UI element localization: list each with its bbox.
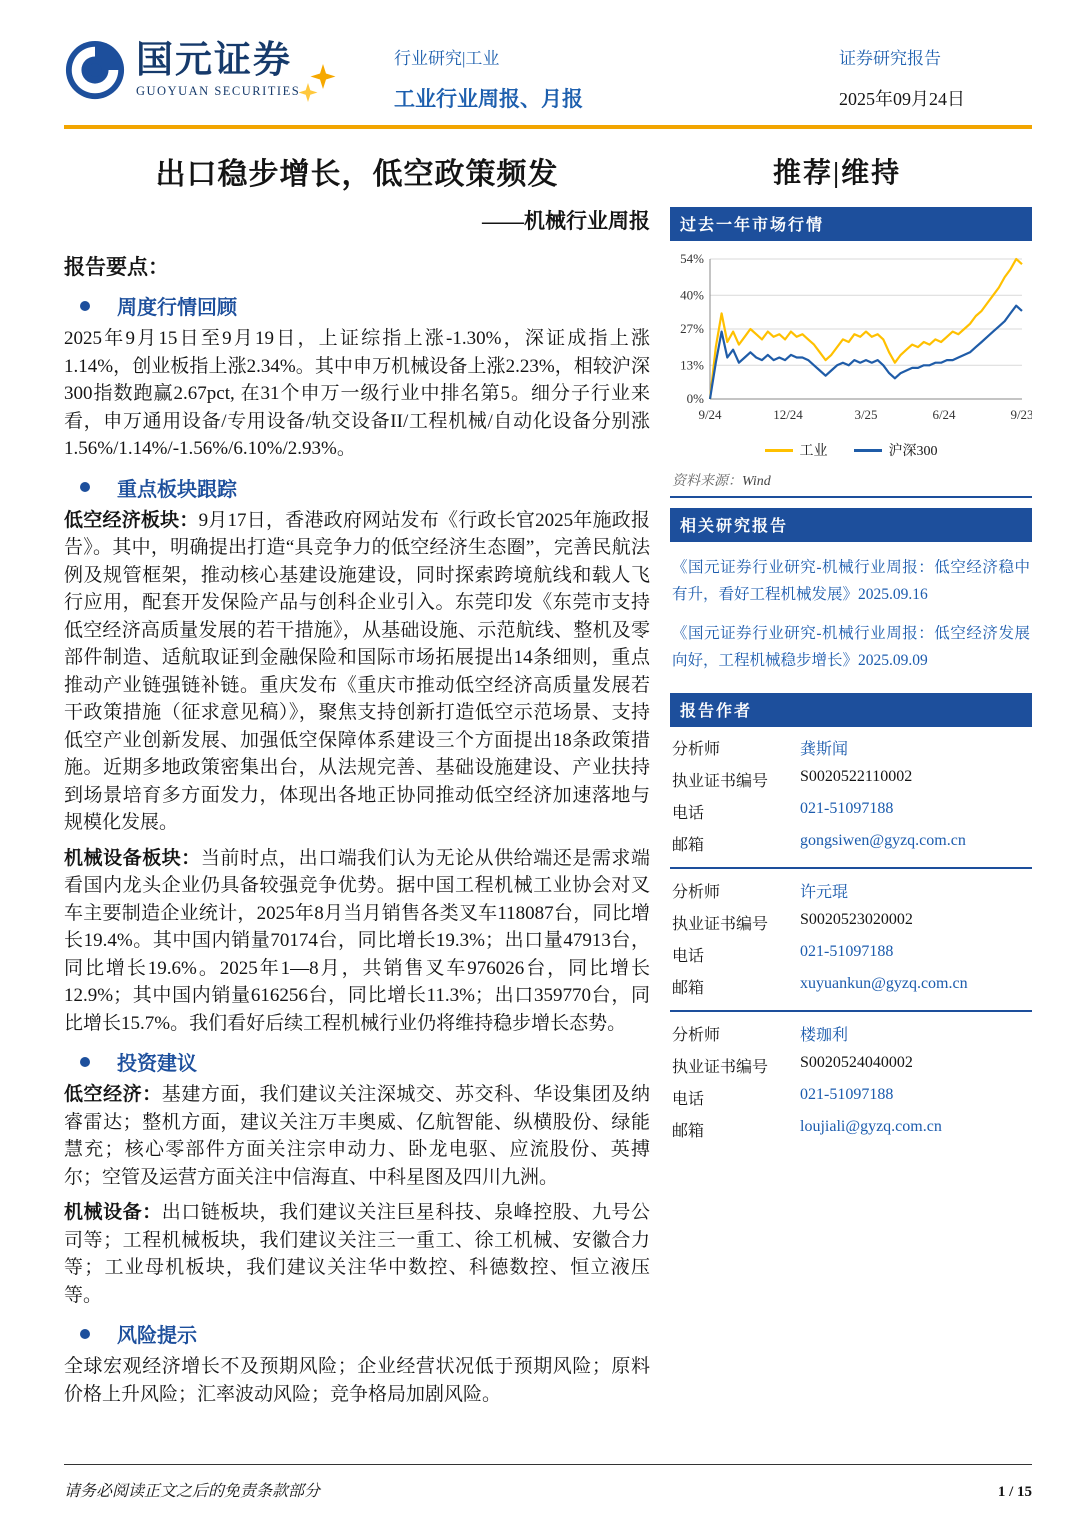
bullet-icon — [80, 1329, 90, 1339]
analyst-phone: 021-51097188 — [800, 799, 894, 817]
field-label: 电话 — [672, 947, 705, 965]
legend-swatch-industry — [765, 449, 793, 452]
rating-badge: 推荐|维持 — [773, 158, 902, 189]
related-report-link[interactable]: 《国元证券行业研究-机械行业周报：低空经济发展向好，工程机械稳步增长》2025.09.09 — [672, 625, 1030, 670]
legend-label: 沪深300 — [888, 444, 938, 459]
analyst-cert: S0020522110002 — [800, 767, 913, 785]
analyst-block — [670, 879, 1032, 998]
field-label: 执业证书编号 — [672, 1058, 769, 1076]
sidebar — [670, 129, 1032, 1416]
analyst-cert-row — [672, 911, 1030, 934]
svg-text:27%: 27% — [680, 321, 704, 336]
field-label: 电话 — [672, 1090, 705, 1108]
section-weekly-review — [64, 291, 650, 463]
analyst-cert-row — [672, 1054, 1030, 1077]
doc-type: 证券研究报告 — [839, 49, 941, 68]
field-label: 分析师 — [672, 883, 721, 901]
analyst-phone-row — [672, 1086, 1030, 1109]
section-heading-label: 风险提示 — [117, 1325, 197, 1347]
bullet-icon — [80, 482, 90, 492]
paragraph-text: 出口链板块，我们建议关注巨星科技、泉峰控股、九号公司等；工程机械板块，我们建议关注三一重工、徐工机械、安徽合力等；工业母机板块，我们建议关注华中数控、科德数控、恒立液压等。 — [64, 1202, 650, 1306]
svg-text:40%: 40% — [680, 287, 704, 303]
legend-item-industry — [765, 440, 828, 460]
analyst-block — [670, 1022, 1032, 1141]
svg-text:3/25: 3/25 — [854, 407, 878, 422]
section-risk-warning — [64, 1319, 650, 1408]
paragraph — [64, 845, 650, 1038]
section-heading — [64, 291, 650, 320]
paragraph — [64, 1081, 650, 1191]
section-heading — [64, 1319, 650, 1348]
page-number: 1 / 15 — [997, 1484, 1032, 1500]
logo-text — [136, 41, 300, 99]
section-heading — [64, 1047, 650, 1076]
svg-text:54%: 54% — [680, 251, 704, 266]
bullet-icon — [80, 1057, 90, 1067]
section-heading-label: 重点板块跟踪 — [117, 478, 237, 501]
paragraph-text: 9月17日，香港政府网站发布《行政长官2025年施政报告》。其中，明确提出打造“具竞争力的低空经济生态圈”，完善民航法例及规管框架，推动核心基建设施建设，同时探索跨境航线和载人飞行应用，配套开发保险产品与创科企业引入。东莞印发《东莞市支持低空经济高质量发展的若干措施》，从基础设施、示范航线、整机及零部件制造、适航取证到金融保险和国际市场拓展提出14条细则，重点推动产业链强链补链。重庆发布《重庆市推动低空经济高质量发展若干政策措施（征求意见稿）》，聚焦支持创新打造低空示范场景、支持低空产业创新发展、加强低空保障体系建设三个方面提出18条政策措施。近期多地政策密集出台，从法规完善、基础设施建设、产业扶持到场景培育多方面发力，体现出各地正协同推动低空经济加速落地与规模化发展。 — [64, 509, 650, 833]
analyst-name-row — [672, 879, 1030, 902]
analyst-email-row — [672, 832, 1030, 855]
content — [64, 129, 1032, 1416]
paragraph-lead: 低空经济： — [64, 1084, 162, 1105]
industry-category: 行业研究|工业 — [394, 49, 500, 68]
paragraph-text: 基建方面，我们建议关注深城交、苏交科、华设集团及纳睿雷达；整机方面，建议关注万丰奥威、亿航智能、纵横股份、绿能慧充；核心零部件方面关注宗申动力、卧龙电驱、应流股份、英搏尔；空管及运营方面关注中信海直、中科星图及四川九洲。 — [64, 1084, 650, 1188]
footer-divider — [64, 1464, 1032, 1465]
analyst-block — [670, 736, 1032, 855]
report-series: 工业行业周报、月报 — [394, 87, 583, 111]
section-investment-advice — [64, 1047, 650, 1309]
header-center — [394, 36, 839, 113]
svg-text:9/23: 9/23 — [1010, 407, 1032, 422]
analyst-email-row — [672, 975, 1030, 998]
analyst-name: 许元琨 — [800, 883, 849, 901]
analyst-cert: S0020523020002 — [800, 910, 913, 928]
analyst-phone-row — [672, 943, 1030, 966]
paragraph-text: 当前时点，出口端我们认为无论从供给端还是需求端看国内龙头企业仍具备较强竞争优势。据中国工程机械工业协会对叉车主要制造企业统计，2025年8月当月销售各类叉车118087台，同比增长19.4%。其中国内销量70174台，同比增长19.3%；出口量47913台，同比增长19.6%。2025年1—8月，共销售叉车976026台，同比增长12.9%；其中国内销量616256台，同比增长11.3%；出口359770台，同比增长15.7%。我们看好后续工程机械行业仍将维持稳步增长态势。 — [64, 847, 650, 1034]
logo-name-cn: 国元证券 — [136, 40, 292, 82]
field-label: 分析师 — [672, 740, 721, 758]
footer — [64, 1478, 1032, 1501]
section-heading — [64, 473, 650, 502]
analyst-cert: S0020524040002 — [800, 1053, 913, 1071]
analyst-email-link[interactable]: xuyuankun@gyzq.com.cn — [800, 974, 968, 992]
paragraph-lead: 机械设备： — [64, 1202, 162, 1223]
analyst-divider — [670, 867, 1032, 869]
analyst-phone-row — [672, 800, 1030, 823]
disclaimer-note: 请务必阅读正文之后的免责条款部分 — [64, 1483, 321, 1500]
field-label: 邮箱 — [672, 1122, 705, 1140]
paragraph — [64, 1199, 650, 1309]
legend-swatch-hs300 — [854, 449, 882, 452]
bullet-icon — [80, 301, 90, 311]
paragraph-lead: 机械设备板块： — [64, 847, 201, 869]
paragraph-text: 全球宏观经济增长不及预期风险；企业经营状况低于预期风险；原料价格上升风险；汇率波动风险；竞争格局加剧风险。 — [64, 1356, 650, 1405]
field-label: 分析师 — [672, 1026, 721, 1044]
paragraph — [64, 1353, 650, 1408]
paragraph — [64, 507, 650, 837]
logo-name-en: GUOYUAN SECURITIES — [136, 83, 301, 98]
analyst-name-row — [672, 736, 1030, 759]
header-right — [839, 36, 1032, 111]
svg-text:0%: 0% — [686, 391, 704, 406]
sparkle-icon — [296, 62, 338, 104]
analyst-name: 龚斯闻 — [800, 740, 849, 758]
analyst-email-row — [672, 1118, 1030, 1141]
logo — [64, 36, 394, 104]
main-column — [64, 129, 650, 1416]
source-label: 资料来源： — [672, 474, 742, 489]
data-source — [672, 470, 1032, 490]
field-label: 执业证书编号 — [672, 915, 769, 933]
svg-text:9/24: 9/24 — [698, 407, 722, 422]
report-subtitle: ——机械行业周报 — [482, 209, 650, 233]
report-header — [64, 36, 1032, 113]
key-points-label: 报告要点： — [64, 255, 169, 279]
field-label: 执业证书编号 — [672, 772, 769, 790]
section-heading-label: 投资建议 — [117, 1053, 197, 1075]
svg-text:6/24: 6/24 — [932, 407, 956, 422]
analyst-email-link[interactable]: loujiali@gyzq.com.cn — [800, 1117, 942, 1135]
analyst-phone: 021-51097188 — [800, 1085, 894, 1103]
field-label: 电话 — [672, 804, 705, 822]
market-line-chart — [670, 249, 1032, 435]
market-chart — [670, 241, 1032, 440]
analyst-divider — [670, 1010, 1032, 1012]
page-title: 出口稳步增长，低空政策频发 — [155, 158, 559, 191]
legend-label: 工业 — [799, 444, 828, 459]
source-value: Wind — [742, 474, 771, 489]
related-report-link[interactable]: 《国元证券行业研究-机械行业周报：低空经济稳中有升，看好工程机械发展》2025.09.16 — [672, 559, 1030, 604]
field-label: 邮箱 — [672, 836, 705, 854]
analyst-name-row — [672, 1022, 1030, 1045]
authors-title-bar: 报告作者 — [670, 693, 1032, 727]
sidebar-divider — [670, 496, 1032, 498]
legend-item-hs300 — [854, 440, 938, 460]
svg-text:12/24: 12/24 — [773, 407, 803, 422]
paragraph-lead: 低空经济板块： — [64, 509, 199, 531]
analyst-cert-row — [672, 768, 1030, 791]
section-sector-tracking — [64, 473, 650, 1038]
market-chart-title-bar: 过去一年市场行情 — [670, 207, 1032, 241]
svg-text:13%: 13% — [680, 357, 704, 373]
paragraph — [64, 325, 650, 463]
related-reports-title-bar: 相关研究报告 — [670, 508, 1032, 542]
section-heading-label: 周度行情回顾 — [117, 297, 237, 319]
paragraph-text: 2025年9月15日至9月19日，上证综指上涨-1.30%，深证成指上涨1.14%，创业板指上涨2.34%。其中申万机械设备上涨2.23%，相较沪深300指数跑赢2.67pct, 在31个申万一级行业中排名第5。细分子行业来看，申万通用设备/专用设备/轨交设备II/工程机械/自动化设备分别涨1.56%/1.14%/-1.56%/6.10%/2.93%。 — [64, 328, 650, 459]
guoyuan-logo-icon — [64, 39, 126, 101]
report-date: 2025年09月24日 — [839, 89, 965, 109]
field-label: 邮箱 — [672, 979, 705, 997]
chart-legend — [670, 440, 1032, 460]
analyst-email-link[interactable]: gongsiwen@gyzq.com.cn — [800, 831, 966, 849]
analyst-phone: 021-51097188 — [800, 942, 894, 960]
analyst-name: 楼珈利 — [800, 1026, 849, 1044]
